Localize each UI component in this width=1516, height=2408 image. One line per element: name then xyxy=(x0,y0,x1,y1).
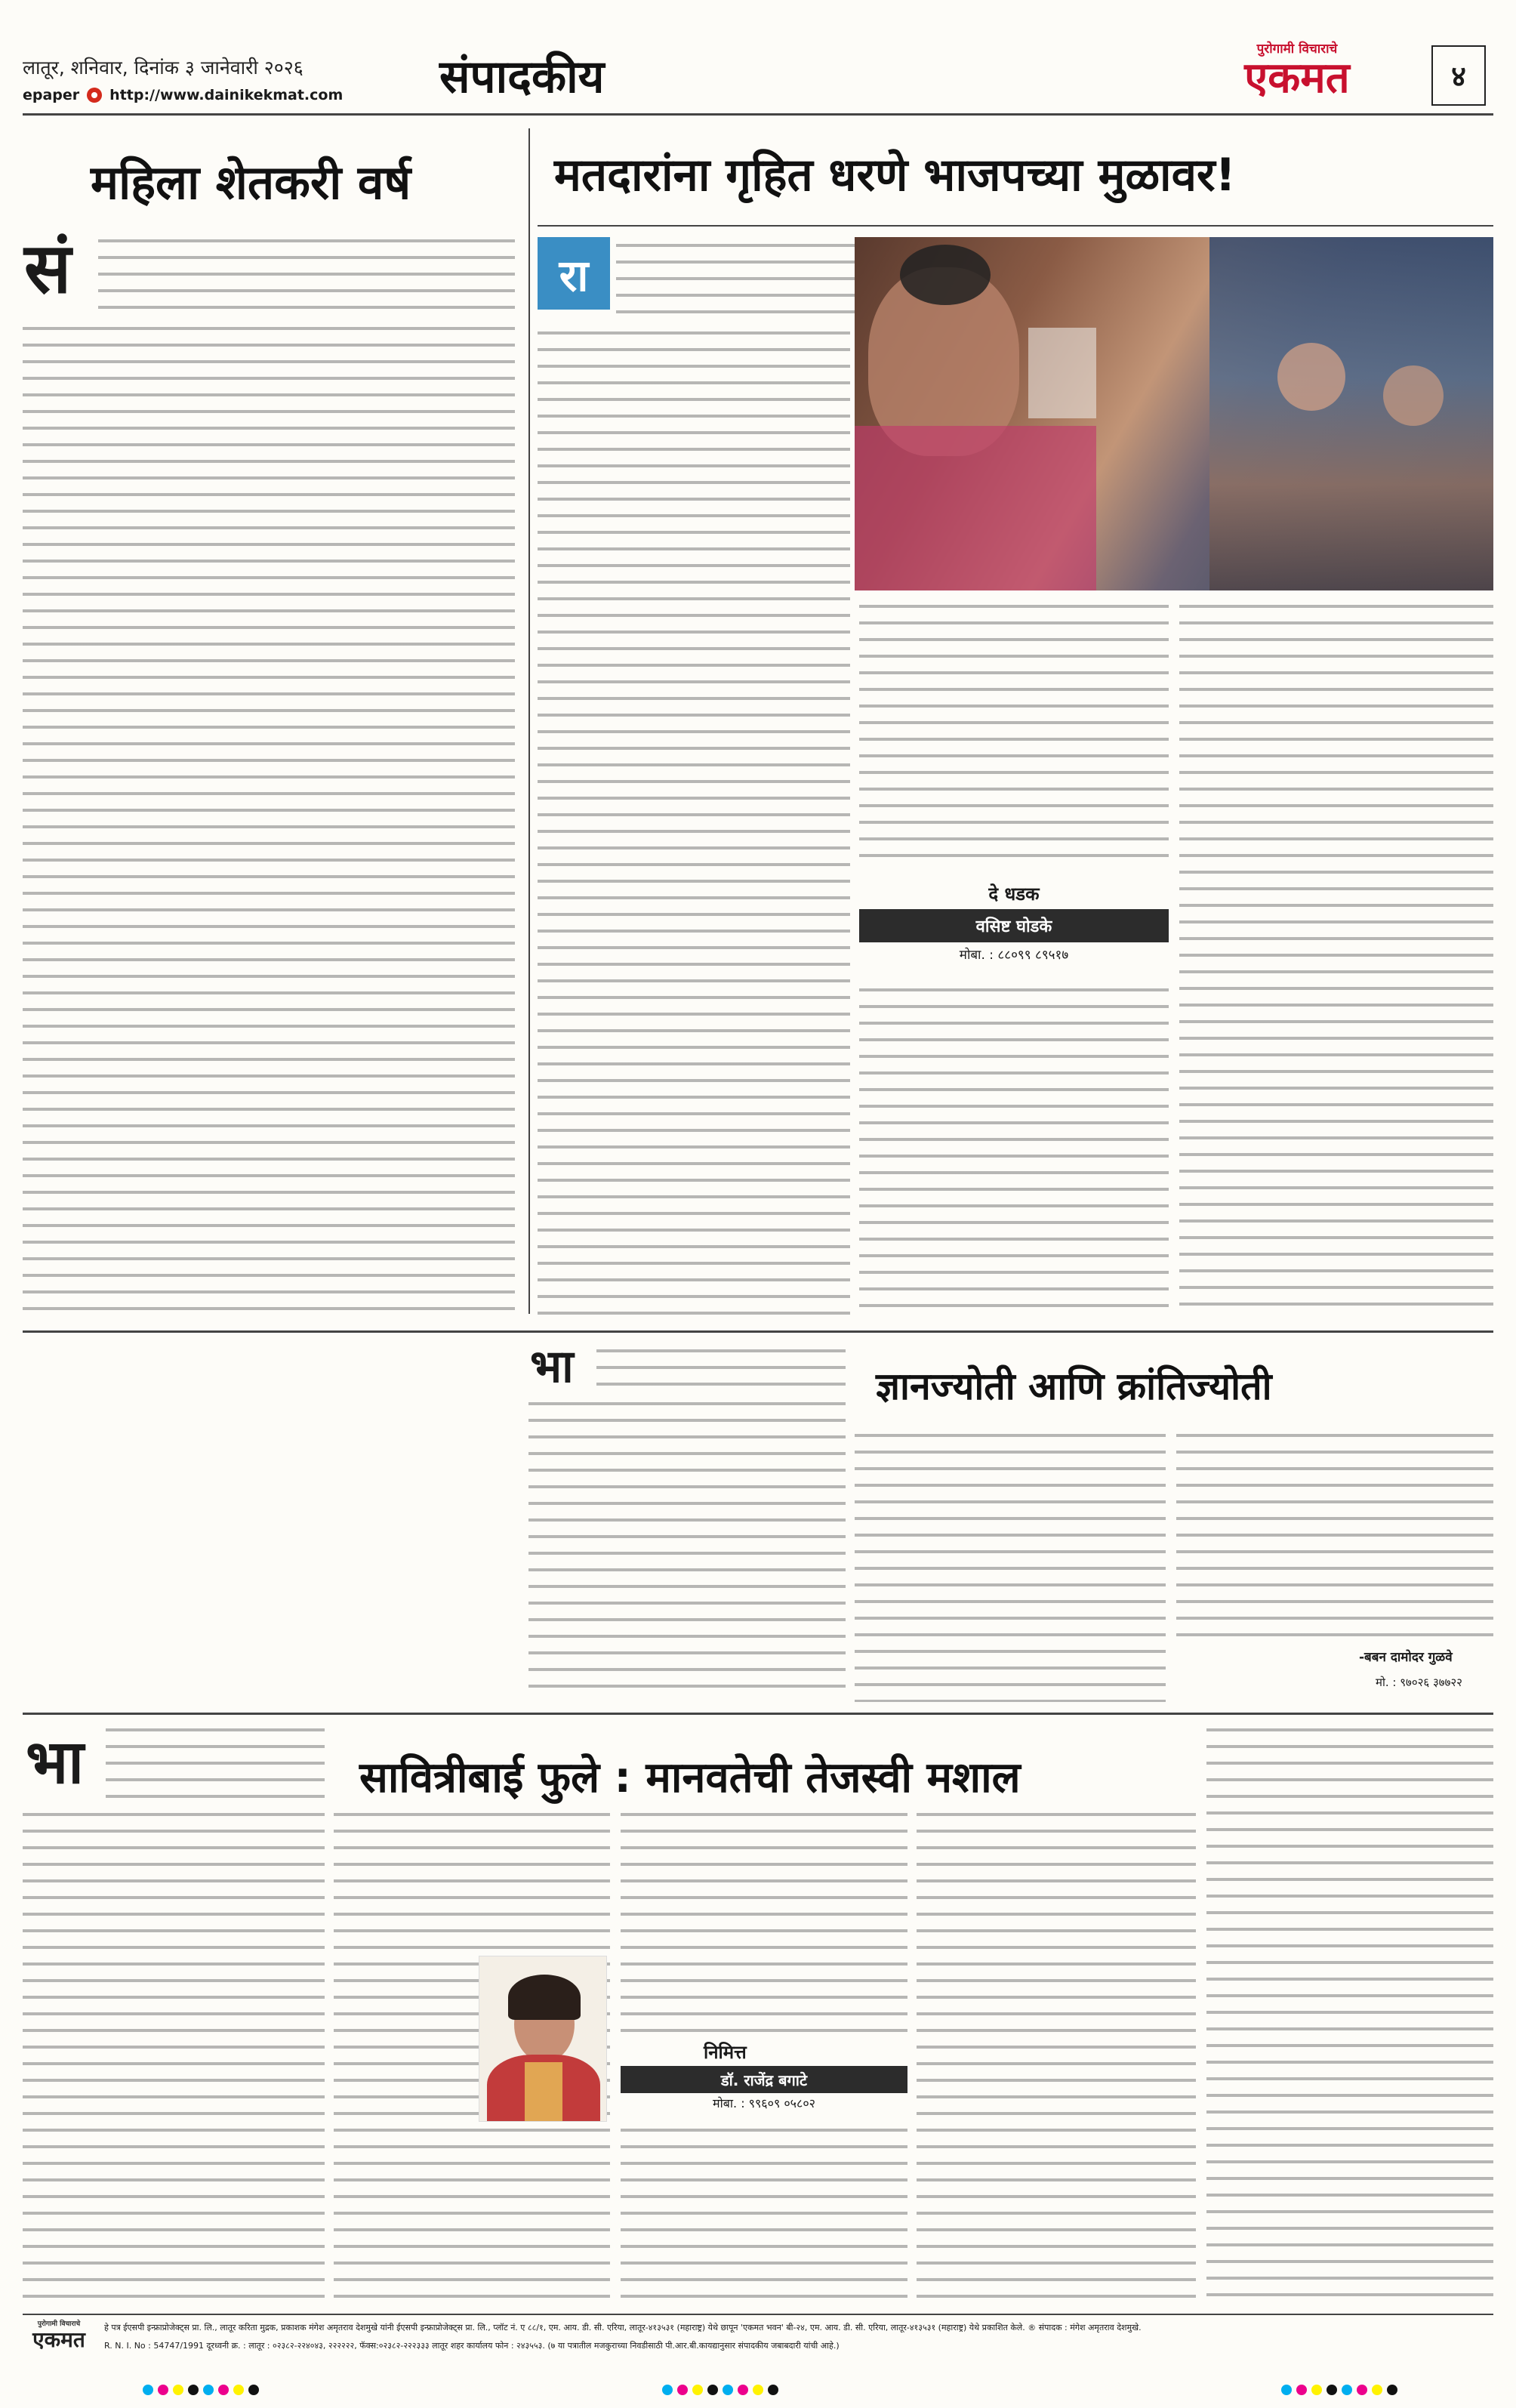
columnist-box xyxy=(859,879,1169,974)
columnist-name-bar xyxy=(859,909,1169,942)
editorial-body xyxy=(23,320,515,1317)
third-col4 xyxy=(917,1806,1196,2305)
color-dots-right xyxy=(1281,2385,1397,2395)
second-col1-top xyxy=(596,1343,846,1392)
editorial-dropcap: सं xyxy=(24,228,72,309)
lead-dropcap-box xyxy=(538,237,610,310)
lead-col1 xyxy=(538,325,850,1321)
section-divider-2 xyxy=(23,1713,1493,1715)
lead-col2-bottom xyxy=(859,982,1169,1318)
print-color-marks xyxy=(0,2379,1516,2401)
second-col3 xyxy=(1176,1427,1493,1640)
column-divider-left xyxy=(528,128,530,1314)
footer-rule xyxy=(23,2314,1493,2315)
footer-tagline: पुरोगामी विचाराचे xyxy=(37,2320,81,2328)
color-dots-center xyxy=(662,2385,778,2395)
second-phone: मो. : ९७०२६ ३७७२२ xyxy=(1376,1676,1462,1689)
lead-photo xyxy=(855,237,1493,590)
second-col1 xyxy=(528,1395,846,1700)
nimitta-box xyxy=(621,2039,907,2114)
third-dropcap: भा xyxy=(26,1727,84,1797)
footer-imprint: हे पत्र ईएसपी इन्फ्राप्रोजेक्ट्स प्रा. लि., लातूर करिता मुद्रक, प्रकाशक मंगेश अमृतराव देशमुखे यांनी ईएसपी इन्फ्राप्रोजेक्ट्स प्रा. लि., प्लॉट नं. ए ८८/१, एम. आय. डी. सी. एरिया, लातूर-४१३५३१ (महाराष्ट्र) येथे छापून 'एकमत भवन' बी-२४, एम. आय. डी. सी. एरिया, लातूर-४१३५३१ (महाराष्ट्र) येथे प्रकाशित केले. ® संपादक : मंगेश अमृतराव देशमुखे. xyxy=(104,2323,1142,2332)
third-col1 xyxy=(23,1806,325,2305)
section-divider-1 xyxy=(23,1330,1493,1333)
registration-marks-svg xyxy=(0,2379,1516,2401)
brand-logo xyxy=(1202,39,1392,112)
lead-col3 xyxy=(1179,598,1493,1318)
third-col3-bottom xyxy=(621,2122,907,2305)
second-col2 xyxy=(855,1427,1166,1702)
editorial-title: महिला शेतकरी वर्ष xyxy=(91,155,411,210)
second-byline: -बबन दामोदर गुळवे xyxy=(1359,1650,1453,1665)
lead-col1-top xyxy=(616,237,859,322)
portrait-image xyxy=(479,1956,607,2122)
third-col1-top xyxy=(106,1722,325,1803)
nimitta-phone: मोबा. : ९९६०९ ०५८०२ xyxy=(713,2096,815,2110)
second-story xyxy=(528,1340,1493,1705)
editorial xyxy=(23,127,519,1327)
third-story-title: सावित्रीबाई फुले : मानवतेची तेजस्वी मशाल xyxy=(359,1753,1021,1802)
second-story-title: ज्ञानज्योती आणि क्रांतिज्योती xyxy=(876,1364,1272,1408)
page-number: ४ xyxy=(1451,60,1466,93)
masthead xyxy=(0,0,1516,113)
lead-story xyxy=(538,127,1493,1327)
page-number-box xyxy=(1431,45,1486,106)
nimitta-author-bar xyxy=(621,2066,907,2093)
masthead-rule xyxy=(23,113,1493,116)
lead-dropcap: रा xyxy=(559,249,589,301)
third-col5 xyxy=(1206,1722,1493,2305)
third-story xyxy=(23,1722,1493,2308)
editorial-body-top xyxy=(98,233,515,316)
third-col3 xyxy=(621,1806,907,2033)
section-title: संपादकीय xyxy=(439,51,605,103)
dateline: लातूर, शनिवार, दिनांक ३ जानेवारी २०२६ xyxy=(23,57,304,79)
columnist-phone: मोबा. : ८८०९९ ८९५१७ xyxy=(959,948,1069,963)
columnist-name: वसिष्ट घोडके xyxy=(975,917,1052,936)
columnist-label: दे धडक xyxy=(988,883,1040,905)
epaper-link[interactable]: http://www.dainikekmat.com xyxy=(109,87,344,103)
nimitta-author: डॉ. राजेंद्र बगाटे xyxy=(720,2070,808,2089)
footer-brand: एकमत xyxy=(32,2327,85,2352)
epaper-row xyxy=(23,85,343,106)
brand-tagline: पुरोगामी विचाराचे xyxy=(1256,42,1338,57)
lead-col2 xyxy=(859,598,1169,870)
second-dropcap: भा xyxy=(530,1340,574,1393)
footer-registration: R. N. I. No : 54747/1991 दूरध्वनी क्र. : लातूर : ०२३८२-२२४०४३, २२२२२२, फॅक्स:०२३८२-२२२३३३ लातूर शहर कार्यालय फोन : २४३५५३. (७ या पत्रातील मजकुराच्या निवडीसाठी पी.आर.बी.कायद्यानुसार संपादकीय जबाबदारी यांची आहे.) xyxy=(104,2341,840,2351)
lead-title-rule xyxy=(538,225,1493,227)
color-dots-left xyxy=(143,2385,259,2395)
brand-name: एकमत xyxy=(1244,54,1350,103)
epaper-icon xyxy=(87,88,102,103)
footer xyxy=(23,2318,1493,2368)
nimitta-label: निमित्त xyxy=(704,2042,747,2063)
footer-logo xyxy=(23,2318,95,2362)
epaper-label: epaper xyxy=(23,87,80,103)
lead-story-title: मतदारांना गृहित धरणे भाजपच्या मुळावर! xyxy=(554,149,1236,202)
